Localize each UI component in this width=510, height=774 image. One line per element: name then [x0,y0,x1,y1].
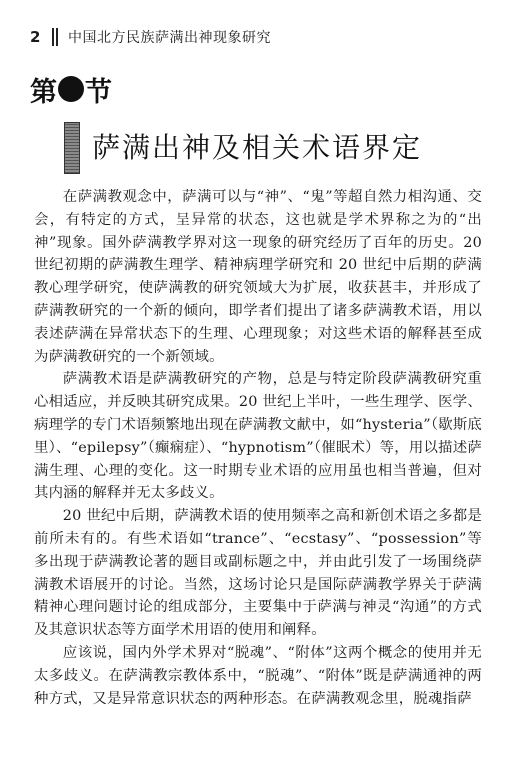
paragraph: 应该说，国内外学术界对“脱魂”、“附体”这两个概念的使用并无太多歧义。在萨满教宗教体系中，“脱魂”、“附体”既是萨满通神的两种方式，又是异常意识状态的两种形态。在萨满教观念里，脱魂指萨 [34,644,482,707]
section-label-prefix: 第 [30,76,57,108]
section-label-suffix: 节 [85,76,112,108]
section-ordinal-disc [58,76,84,102]
chapter-title-block [64,122,422,174]
title-marker-bar [64,122,80,174]
body-text [34,186,482,710]
page-number: 2 [30,28,41,46]
header-divider [56,28,58,46]
chapter-title: 萨满出神及相关术语界定 [92,131,423,164]
paragraph: 在萨满教观念中，萨满可以与“神”、“鬼”等超自然力相沟通、交会，有特定的方式，呈异常的状态，这也就是学术界称之为的“出神”现象。国外萨满教学界对这一现象的研究经历了百年的历史。20 世纪初期的萨满教生理学、精神病理学研究和 20 世纪中后期的萨满教心理学研究，使萨满教的研究领域大为扩展，收获甚丰，并形成了萨满教研究的一个新的倾向，即学者们提出了诸多萨满教术语，用以表述萨满在异常状态下的生理、心理现象；对这些术语的解释甚至成为萨满教研究的一个新领域。 [34,189,482,365]
paragraph: 20 世纪中后期，萨满教术语的使用频率之高和新创术语之多都是前所未有的。有些术语如“trance”、“ecstasy”、“possession”等多出现于萨满教论著的题目或副标题之中，并由此引发了一场围绕萨满教术语展开的讨论。当然，这场讨论只是国际萨满教学界关于萨满精神心理问题讨论的组成部分，主要集中于萨满与神灵“沟通”的方式及其意识状态等方面学术用语的使用和阐释。 [34,508,482,639]
running-title: 中国北方民族萨满出神现象研究 [68,30,271,46]
paragraph: 萨满教术语是萨满教研究的产物，总是与特定阶段萨满教研究重心相适应，并反映其研究成果。20 世纪上半叶，一些生理学、医学、病理学的专门术语频繁地出现在萨满教文献中，如“hysteria”（歇斯底里）、“epilepsy”（癫痫症）、“hypnotism”（催眠术）等，用以描述萨满生理、心理的变化。这一时期专业术语的应用虽也相当普遍，但对其内涵的解释并无太多歧义。 [34,371,483,502]
running-header [30,26,470,48]
header-divider [52,28,54,46]
section-label [30,72,112,106]
